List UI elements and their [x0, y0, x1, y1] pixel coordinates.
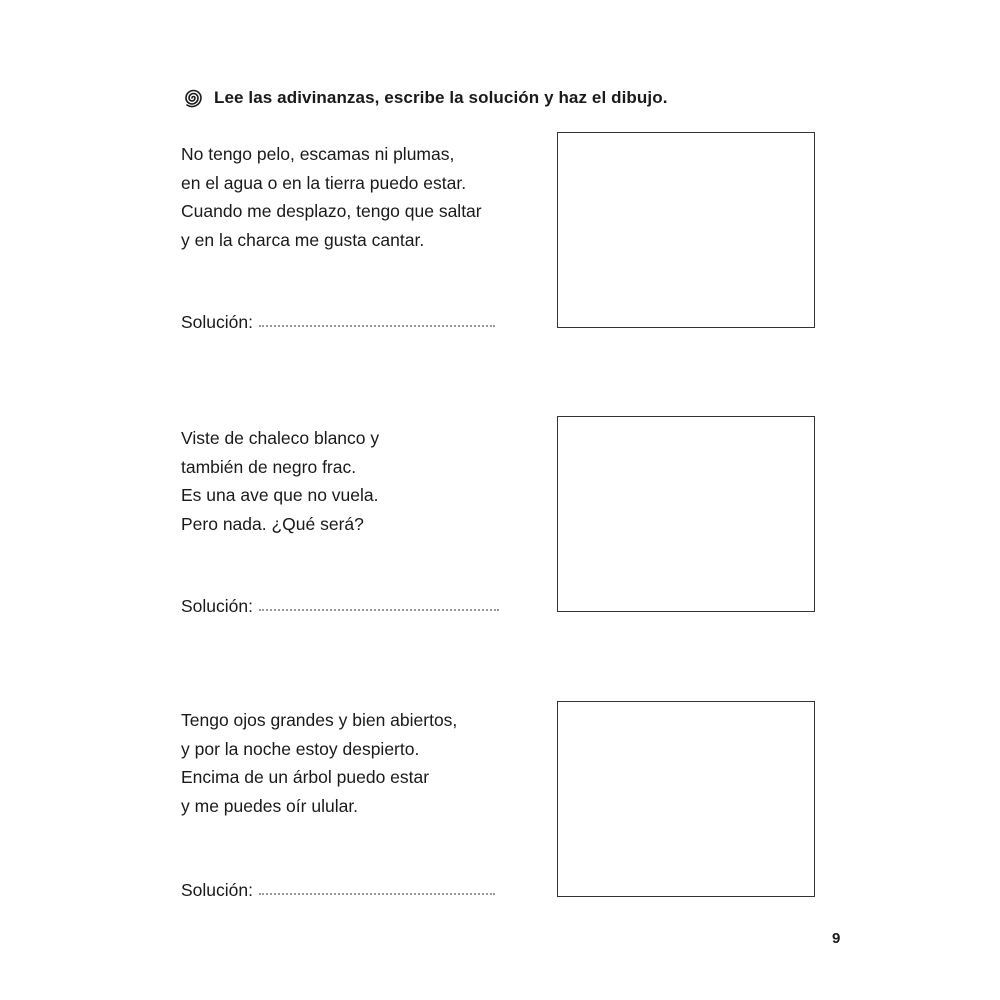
riddle-line: y me puedes oír ulular. — [181, 795, 359, 816]
riddle-2-solution — [181, 596, 499, 617]
riddle-1-solution — [181, 312, 495, 333]
solution-answer-line[interactable] — [259, 891, 495, 895]
riddle-line: también de negro frac. — [181, 456, 357, 477]
solution-label: Solución: — [181, 880, 253, 900]
riddle-2-drawing-box[interactable] — [557, 416, 815, 612]
riddle-line: Cuando me desplazo, tengo que saltar — [181, 201, 482, 221]
riddle-line: y por la noche estoy despierto. — [181, 738, 420, 759]
riddle-line: Encima de un árbol puedo estar — [181, 767, 430, 787]
riddle-2-text — [181, 424, 541, 538]
solution-answer-line[interactable] — [259, 323, 495, 327]
instruction — [180, 86, 668, 110]
riddle-line: en el agua o en la tierra puedo estar. — [181, 172, 467, 193]
solution-label: Solución: — [181, 312, 253, 332]
page-number: 9 — [832, 930, 841, 947]
riddle-3-drawing-box[interactable] — [557, 701, 815, 897]
solution-label: Solución: — [181, 596, 253, 616]
riddle-line: Tengo ojos grandes y bien abiertos, — [181, 710, 458, 730]
riddle-1-text — [181, 140, 541, 254]
riddle-1-drawing-box[interactable] — [557, 132, 815, 328]
spiral-icon — [180, 86, 204, 110]
riddle-3-text — [181, 706, 541, 820]
solution-answer-line[interactable] — [259, 607, 499, 611]
riddle-line: Pero nada. ¿Qué será? — [181, 513, 364, 534]
instruction-text: Lee las adivinanzas, escribe la solución y haz el dibujo. — [214, 88, 668, 107]
riddle-line: Es una ave que no vuela. — [181, 485, 379, 505]
riddle-3-solution — [181, 880, 495, 901]
riddle-line: y en la charca me gusta cantar. — [181, 229, 425, 250]
riddle-line: No tengo pelo, escamas ni plumas, — [181, 144, 455, 164]
riddle-line: Viste de chaleco blanco y — [181, 428, 380, 448]
